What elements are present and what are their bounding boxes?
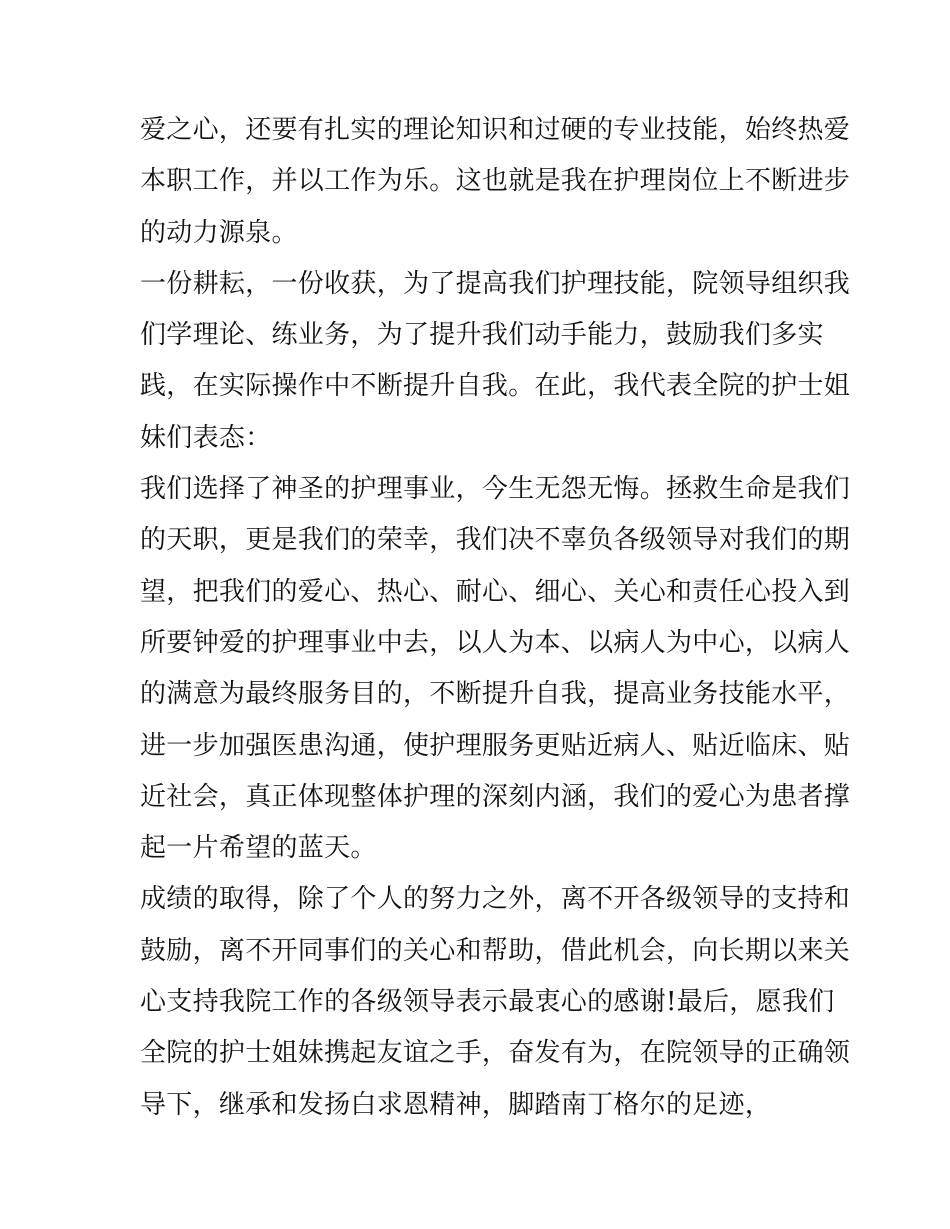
text-line: 导下，继承和发扬白求恩精神，脚踏南丁格尔的足迹， <box>140 1089 772 1120</box>
text-line: 全院的护士姐妹携起友谊之手，奋发有为，在院领导的正确领 <box>140 1038 851 1069</box>
text-line: 进一步加强医患沟通，使护理服务更贴近病人、贴近临床、贴 <box>140 730 851 761</box>
text-line: 爱之心，还要有扎实的理论知识和过硬的专业技能，始终热爱 <box>140 115 851 145</box>
text-line: 望，把我们的爱心、热心、耐心、细心、关心和责任心投入到 <box>140 576 851 607</box>
text-line: 我们选择了神圣的护理事业，今生无怨无悔。拯救生命是我们 <box>140 474 851 505</box>
text-line: 们学理论、练业务，为了提升我们动手能力，鼓励我们多实 <box>140 320 824 351</box>
text-line: 成绩的取得，除了个人的努力之外，离不开各级领导的支持和 <box>140 884 851 915</box>
text-line: 近社会，真正体现整体护理的深刻内涵，我们的爱心为患者撑 <box>140 781 851 812</box>
text-line: 起一片希望的蓝天。 <box>140 833 377 864</box>
text-line: 鼓励，离不开同事们的关心和帮助，借此机会，向长期以来关 <box>140 935 851 966</box>
text-line: 的满意为最终服务目的，不断提升自我，提高业务技能水平， <box>140 679 851 710</box>
text-line: 的动力源泉。 <box>140 217 298 248</box>
text-line: 所要钟爱的护理事业中去，以人为本、以病人为中心，以病人 <box>140 627 851 658</box>
text-line: 践，在实际操作中不断提升自我。在此，我代表全院的护士姐 <box>140 371 851 402</box>
document-body <box>140 105 851 1131</box>
text-line: 本职工作，并以工作为乐。这也就是我在护理岗位上不断进步 <box>140 166 851 197</box>
text-line: 妹们表态： <box>140 422 272 453</box>
text-line: 心支持我院工作的各级领导表示最衷心的感谢!最后，愿我们 <box>140 987 835 1018</box>
text-line: 的天职，更是我们的荣幸，我们决不辜负各级领导对我们的期 <box>140 525 851 556</box>
text-line: 一份耕耘，一份收获，为了提高我们护理技能，院领导组织我 <box>140 268 851 299</box>
